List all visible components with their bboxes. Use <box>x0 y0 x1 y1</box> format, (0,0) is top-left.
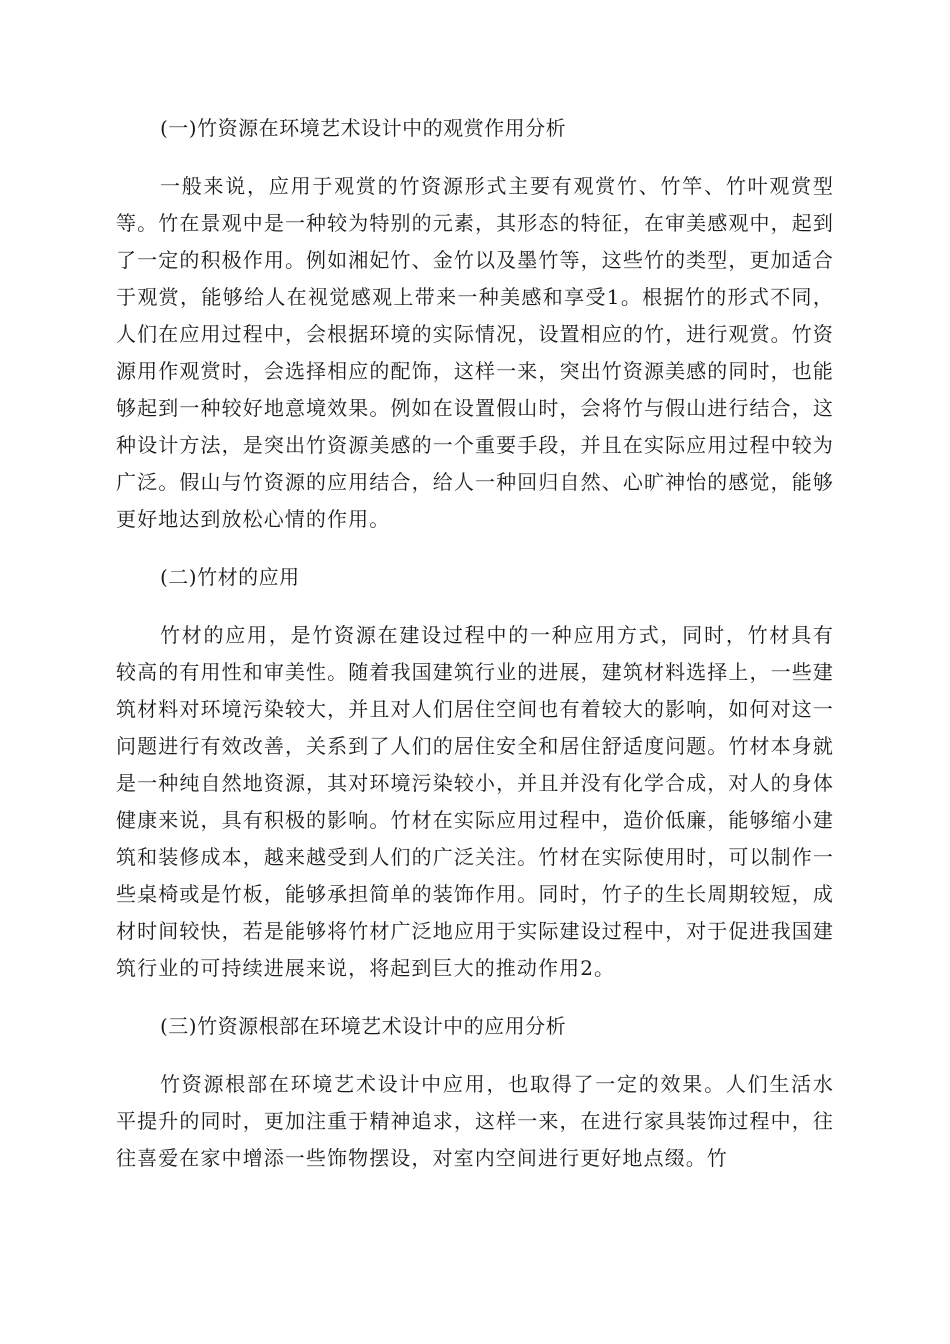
section-heading-ornamental: (一)竹资源在环境艺术设计中的观赏作用分析 <box>160 116 567 140</box>
section-paragraph-bamboo-root: 竹资源根部在环境艺术设计中应用，也取得了一定的效果。人们生活水平提升的同时，更加注重于精神追求，这样一来，在进行家具装饰过程中，往往喜爱在家中增添一些饰物摆设，对室内空间进行更好地点缀。竹 <box>116 1072 834 1170</box>
section-heading-bamboo-root: (三)竹资源根部在环境艺术设计中的应用分析 <box>160 1014 567 1038</box>
section-paragraph-ornamental: 一般来说，应用于观赏的竹资源形式主要有观赏竹、竹竿、竹叶观赏型等。竹在景观中是一种较为特别的元素，其形态的特征，在审美感观中，起到了一定的积极作用。例如湘妃竹、金竹以及墨竹等，这些竹的类型，更加适合于观赏，能够给人在视觉感观上带来一种美感和享受1。根据竹的形式不同，人们在应用过程中，会根据环境的实际情况，设置相应的竹，进行观赏。竹资源用作观赏时，会选择相应的配饰，这样一来，突出竹资源美感的同时，也能够起到一种较好地意境效果。例如在设置假山时，会将竹与假山进行结合，这种设计方法，是突出竹资源美感的一个重要手段，并且在实际应用过程中较为广泛。假山与竹资源的应用结合，给人一种回归自然、心旷神怡的感觉，能够更好地达到放松心情的作用。 <box>116 174 834 531</box>
section-heading-bamboo-material: (二)竹材的应用 <box>160 565 300 589</box>
document-content <box>116 110 834 1198</box>
section-paragraph-bamboo-material: 竹材的应用，是竹资源在建设过程中的一种应用方式，同时，竹材具有较高的有用性和审美性。随着我国建筑行业的进展，建筑材料选择上，一些建筑材料对环境污染较大，并且对人们居住空间也有着较大的影响，如何对这一问题进行有效改善，关系到了人们的居住安全和居住舒适度问题。竹材本身就是一种纯自然地资源，其对环境污染较小，并且并没有化学合成，对人的身体健康来说，具有积极的影响。竹材在实际应用过程中，造价低廉，能够缩小建筑和装修成本，越来越受到人们的广泛关注。竹材在实际使用时，可以制作一些桌椅或是竹板，能够承担简单的装饰作用。同时，竹子的生长周期较短，成材时间较快，若是能够将竹材广泛地应用于实际建设过程中，对于促进我国建筑行业的可持续进展来说，将起到巨大的推动作用2。 <box>116 623 834 980</box>
